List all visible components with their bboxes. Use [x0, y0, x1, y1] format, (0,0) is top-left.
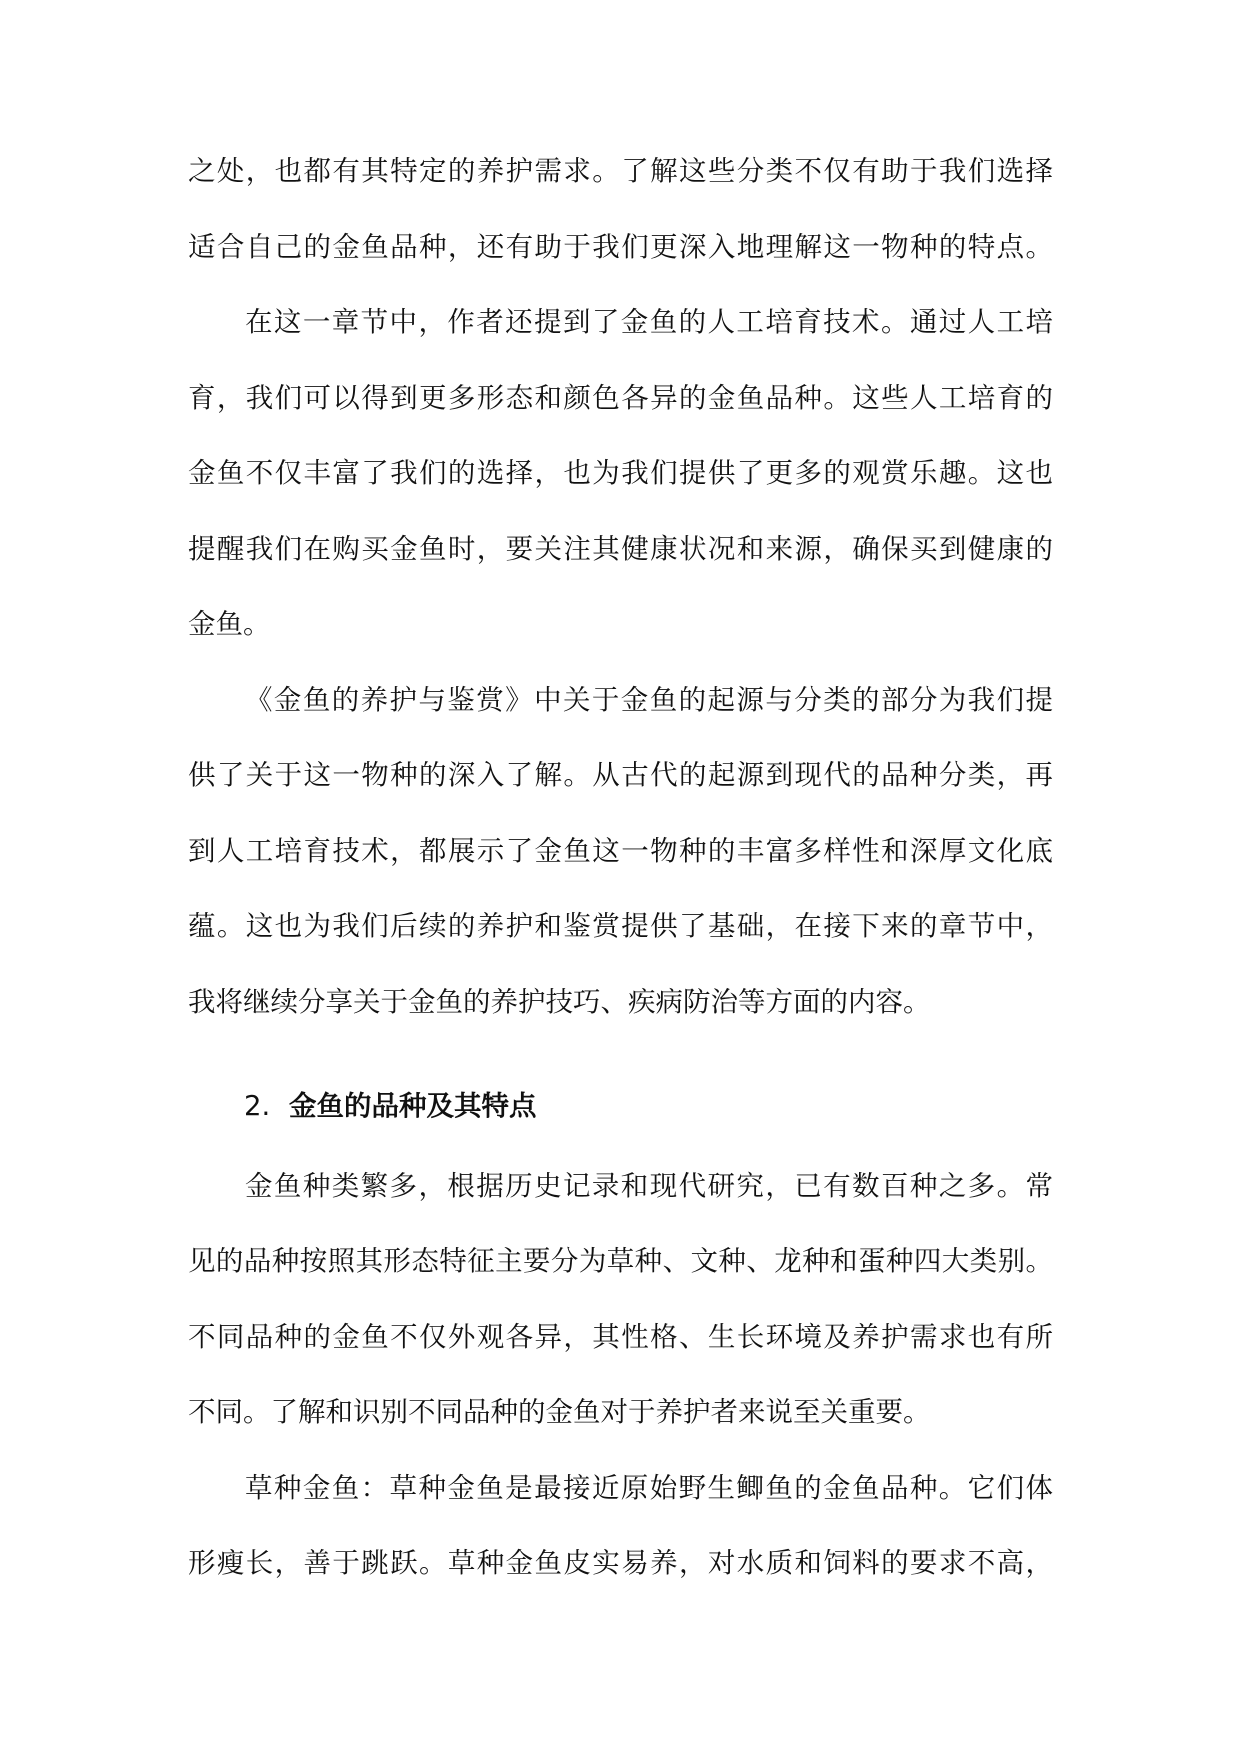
- paragraph: [188, 663, 1053, 1041]
- text-line: 金鱼。: [188, 608, 271, 640]
- text-line: 《金鱼的养护与鉴赏》中关于金鱼的起源与分类的部分为我们提: [245, 683, 1053, 716]
- text-line: 草种金鱼：草种金鱼是最接近原始野生鲫鱼的金鱼品种。它们体: [245, 1471, 1053, 1504]
- text-line: 形瘦长，善于跳跃。草种金鱼皮实易养，对水质和饲料的要求不高，: [188, 1547, 1053, 1579]
- text-line: 金鱼种类繁多，根据历史记录和现代研究，已有数百种之多。常: [245, 1169, 1053, 1202]
- paragraph: [188, 1451, 1053, 1602]
- heading-number: 2.: [244, 1090, 271, 1122]
- text-line: 蕴。这也为我们后续的养护和鉴赏提供了基础，在接下来的章节中，: [188, 910, 1053, 942]
- text-line: 在这一章节中，作者还提到了金鱼的人工培育技术。通过人工培: [245, 306, 1053, 338]
- text-line: 我将继续分享关于金鱼的养护技巧、疾病防治等方面的内容。: [188, 985, 931, 1018]
- text-line: 到人工培育技术，都展示了金鱼这一物种的丰富多样性和深厚文化底: [188, 834, 1053, 867]
- text-line: 供了关于这一物种的深入了解。从古代的起源到现代的品种分类，再: [188, 759, 1053, 791]
- text-line: 育，我们可以得到更多形态和颜色各异的金鱼品种。这些人工培育的: [188, 381, 1053, 414]
- text-line: 不同。了解和识别不同品种的金鱼对于养护者来说至关重要。: [188, 1396, 931, 1428]
- paragraph: [188, 285, 1053, 663]
- paragraph: [188, 134, 1053, 285]
- text-line: 适合自己的金鱼品种，还有助于我们更深入地理解这一物种的特点。: [188, 230, 1053, 263]
- text-line: 金鱼不仅丰富了我们的选择，也为我们提供了更多的观赏乐趣。这也: [188, 457, 1053, 489]
- heading-title: 金鱼的品种及其特点: [289, 1090, 537, 1122]
- section-heading: [188, 1069, 1053, 1145]
- paragraph: [188, 1149, 1053, 1451]
- text-line: 见的品种按照其形态特征主要分为草种、文种、龙种和蛋种四大类别。: [188, 1245, 1053, 1277]
- text-line: 不同品种的金鱼不仅外观各异，其性格、生长环境及养护需求也有所: [188, 1320, 1053, 1353]
- text-line: 之处，也都有其特定的养护需求。了解这些分类不仅有助于我们选择: [188, 155, 1053, 187]
- document-body: [188, 134, 1053, 1602]
- text-line: 提醒我们在购买金鱼时，要关注其健康状况和来源，确保买到健康的: [188, 532, 1053, 565]
